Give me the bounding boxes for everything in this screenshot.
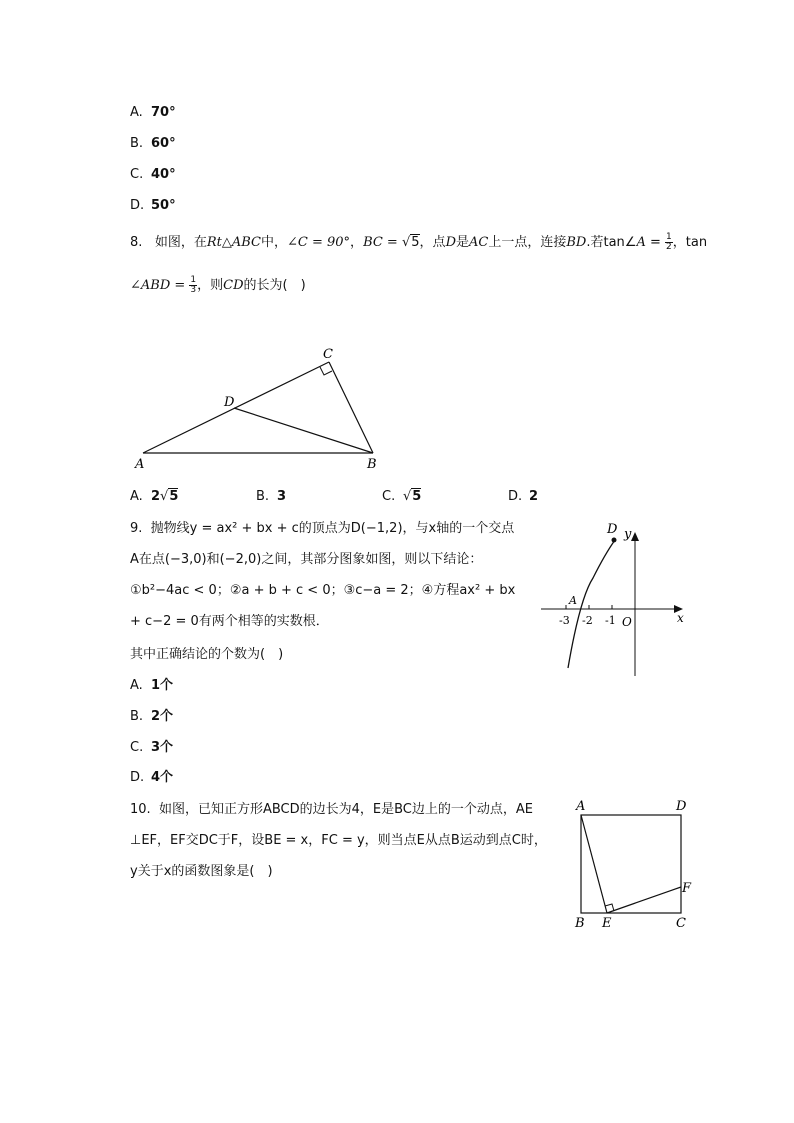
segment-cb [329,362,373,453]
q9-stem-line5: 其中正确结论的个数为( ) [130,647,284,662]
q8-stem-line2: ∠ABD = $\frac{1}{3}$ ，则CD的长为( ) [130,275,306,295]
q10-square-figure [570,795,700,935]
q7-option-a[interactable]: A. 70° [130,105,176,120]
segment-db [234,408,373,453]
label-x: x [677,611,684,625]
label-d: D [607,522,618,537]
label-f: F [682,881,692,896]
label-a: A [576,799,586,814]
label-a: A [135,457,145,472]
q8-option-d[interactable]: D. 2 [508,489,539,504]
q7-option-d[interactable]: D. 50° [130,198,176,213]
label-b: B [575,916,585,931]
sqrt-symbol: √ [160,489,169,504]
q9-option-a[interactable]: A. 1个 [130,678,174,693]
square-abcd [581,815,681,913]
q9-stem-line1: 9. 抛物线y = ax² + bx + c的顶点为D(−1,2)，与x轴的一个交点 [130,521,515,536]
right-angle-mark [320,367,332,375]
q9-stem-line4: + c−2 = 0有两个相等的实数根． [130,614,329,629]
segment-ae [581,815,607,913]
vertex-point [612,538,617,543]
q8-triangle-figure [125,340,395,475]
y-axis-arrow-icon [631,532,639,541]
sqrt-symbol: √ [401,235,411,250]
fraction-one-half: $\frac{1}{2}$ [666,232,672,252]
q9-option-d[interactable]: D. 4个 [130,770,174,785]
label-b: B [367,457,377,472]
segment-ac [143,362,329,453]
label-e: E [602,916,612,931]
q8-option-c[interactable]: C. √5 [382,489,422,504]
q9-option-c[interactable]: C. 3个 [130,740,174,755]
segment-ef [607,887,681,913]
label-c: C [323,347,333,362]
q8-option-a[interactable]: A. 2√5 [130,489,179,504]
q9-parabola-figure [535,518,690,680]
tick-label-minus-1: -1 [605,614,616,627]
label-c: C [676,916,686,931]
q7-option-c[interactable]: C. 40° [130,167,176,182]
label-a: A [569,594,577,607]
q9-stem-line3: ①b²−4ac < 0；②a + b + c < 0；③c−a = 2；④方程ax² + bx [130,583,516,598]
q8-option-b[interactable]: B. 3 [256,489,287,504]
sqrt-symbol: √ [403,489,412,504]
label-y: y [624,527,632,542]
tick-label-minus-3: -3 [559,614,570,627]
tick-label-minus-2: -2 [582,614,593,627]
q9-option-b[interactable]: B. 2个 [130,709,174,724]
q10-stem-line2: ⊥EF，EF交DC于F，设BE = x，FC = y，则当点E从点B运动到点C时， [130,833,547,848]
label-d: D [676,799,687,814]
q10-stem-line1: 10. 如图，已知正方形ABCD的边长为4，E是BC边上的一个动点，AE [130,802,533,817]
q8-stem-line1: 8. 如图，在Rt△ABC中，∠C = 90°，BC = √5，点D是AC上一点，连接BD.若tan∠A = $\frac{1}{2}$ ，tan [130,232,708,252]
q9-stem-line2: A在点(−3,0)和(−2,0)之间，其部分图象如图，则以下结论： [130,552,483,567]
label-o: O [622,615,632,629]
q7-option-b[interactable]: B. 60° [130,136,176,151]
q10-stem-line3: y关于x的函数图象是( ) [130,864,273,879]
fraction-one-third: $\frac{1}{3}$ [190,275,197,295]
label-d: D [224,395,235,410]
